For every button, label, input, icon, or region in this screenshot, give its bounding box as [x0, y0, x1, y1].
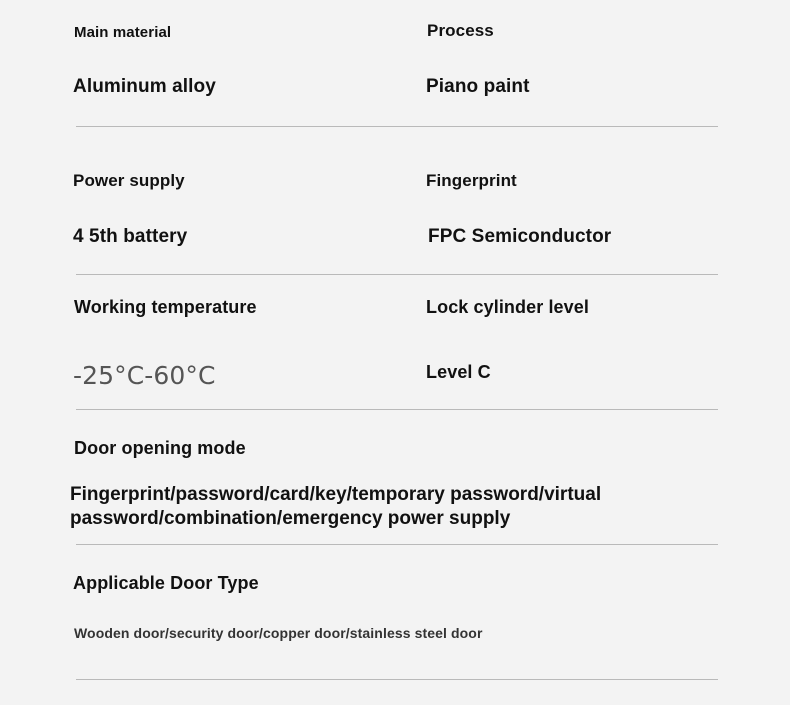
divider: [76, 544, 718, 545]
door-opening-mode-label: Door opening mode: [74, 438, 246, 458]
power-supply-label: Power supply: [73, 171, 185, 190]
working-temperature-value: -25°C-60°C: [73, 361, 216, 390]
divider: [76, 409, 718, 410]
divider: [76, 126, 718, 127]
door-type-value: Wooden door/security door/copper door/stainless steel door: [74, 625, 483, 641]
lock-cylinder-label: Lock cylinder level: [426, 297, 589, 317]
main-material-value: Aluminum alloy: [73, 76, 216, 97]
lock-cylinder-value: Level C: [426, 362, 491, 382]
fingerprint-label: Fingerprint: [426, 171, 517, 190]
divider: [76, 274, 718, 275]
working-temperature-label: Working temperature: [74, 297, 257, 317]
process-label: Process: [427, 21, 494, 40]
process-value: Piano paint: [426, 76, 530, 97]
fingerprint-value: FPC Semiconductor: [428, 226, 612, 247]
power-supply-value: 4 5th battery: [73, 226, 188, 247]
divider: [76, 679, 718, 680]
door-opening-mode-value: Fingerprint/password/card/key/temporary password/virtual password/combination/emergency power supply: [70, 484, 602, 529]
door-type-label: Applicable Door Type: [73, 573, 259, 593]
main-material-label: Main material: [74, 24, 172, 41]
